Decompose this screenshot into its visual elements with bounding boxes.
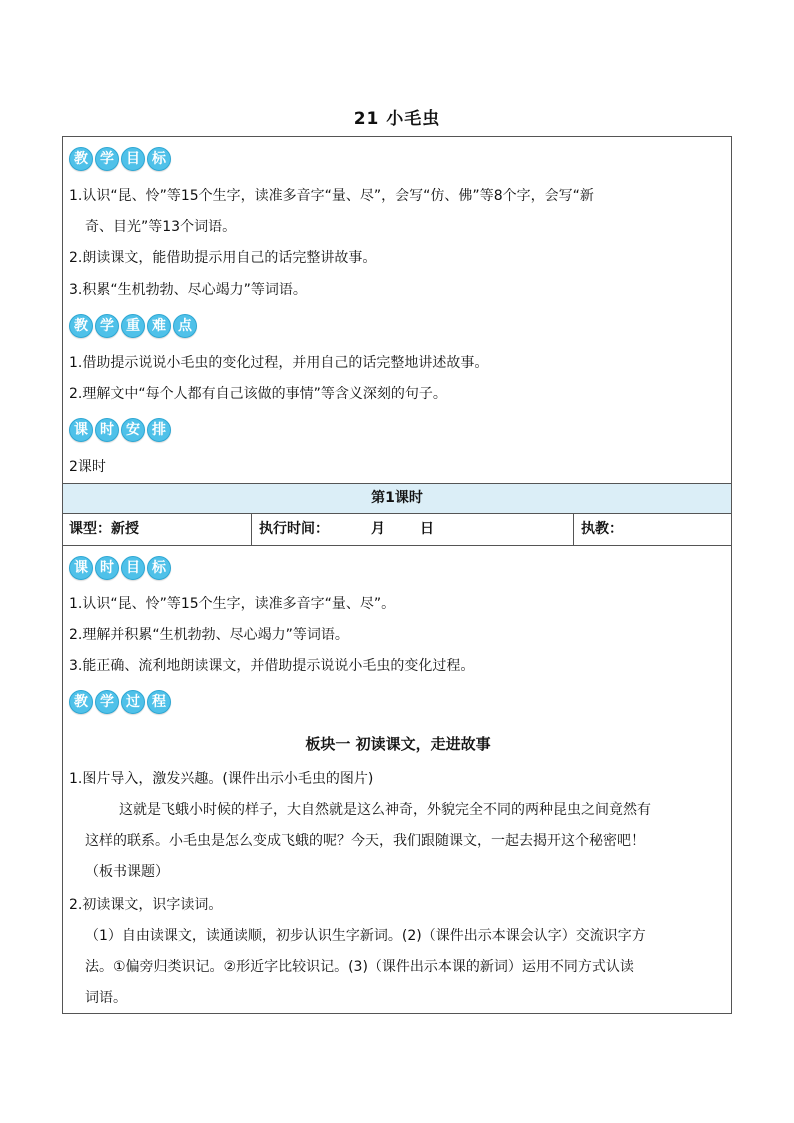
- teaching-goals-header: 教 学 目 标: [69, 147, 171, 171]
- month-label: 月: [371, 521, 385, 537]
- lesson-goal-line: 3.能正确、流利地朗读课文，并借助提示说说小毛虫的变化过程。: [69, 658, 475, 674]
- divider: [573, 513, 574, 545]
- key-point-line: 1.借助提示说说小毛虫的变化过程，并用自己的话完整地讲述故事。: [69, 355, 489, 371]
- teaching-goal-line: 3.积累“生机勃勃、尽心竭力”等词语。: [69, 282, 307, 298]
- process-line: （板书课题）: [85, 864, 169, 880]
- section-title: 板块一 初读课文，走进故事: [305, 735, 491, 753]
- lesson-band: 第1课时: [62, 483, 732, 514]
- divider: [251, 513, 252, 545]
- key-point-line: 2.理解文中“每个人都有自己该做的事情”等含义深刻的句子。: [69, 386, 447, 402]
- lesson-goal-line: 1.认识“昆、怜”等15个生字，读准多音字“量、尽”。: [69, 596, 396, 612]
- lesson-goals-header: 课 时 目 标: [69, 556, 171, 580]
- process-line: 这就是飞蛾小时候的样子，大自然就是这么神奇，外貌完全不同的两种昆虫之间竟然有: [119, 802, 651, 818]
- day-label: 日: [420, 521, 434, 537]
- page-title: 21 小毛虫: [353, 109, 441, 129]
- lesson-type: 课型：新授: [69, 521, 139, 537]
- process-line: 词语。: [85, 990, 127, 1006]
- key-points-header: 教 学 重 难 点: [69, 314, 197, 338]
- teaching-goal-line: 2.朗读课文，能借助提示用自己的话完整讲故事。: [69, 250, 377, 266]
- process-line: 法。①偏旁归类识记。②形近字比较识记。(3)（课件出示本课的新词）运用不同方式认读: [85, 959, 634, 975]
- teacher-label: 执教：: [581, 521, 623, 537]
- lesson-goal-line: 2.理解并积累“生机勃勃、尽心竭力”等词语。: [69, 627, 349, 643]
- exec-time-label: 执行时间：: [259, 521, 329, 537]
- process-line: 这样的联系。小毛虫是怎么变成飞蛾的呢？今天，我们跟随课文，一起去揭开这个秘密吧！: [85, 833, 645, 849]
- schedule-text: 2课时: [69, 459, 106, 475]
- process-line: 1.图片导入，激发兴趣。(课件出示小毛虫的图片): [69, 771, 374, 787]
- teaching-goal-line: 奇、目光”等13个词语。: [85, 219, 237, 235]
- process-header: 教 学 过 程: [69, 690, 171, 714]
- schedule-header: 课 时 安 排: [69, 418, 171, 442]
- process-line: （1）自由读课文，读通读顺，初步认识生字新词。(2)（课件出示本课会认字）交流识字方: [85, 928, 646, 944]
- teaching-goal-line: 1.认识“昆、怜”等15个生字，读准多音字“量、尽”，会写“仿、佛”等8个字，会写“新: [69, 188, 594, 204]
- lesson-plan-overview: [62, 136, 732, 484]
- process-line: 2.初读课文，识字读词。: [69, 897, 223, 913]
- lesson-detail: [62, 545, 732, 1014]
- lesson-info-row: [62, 513, 732, 546]
